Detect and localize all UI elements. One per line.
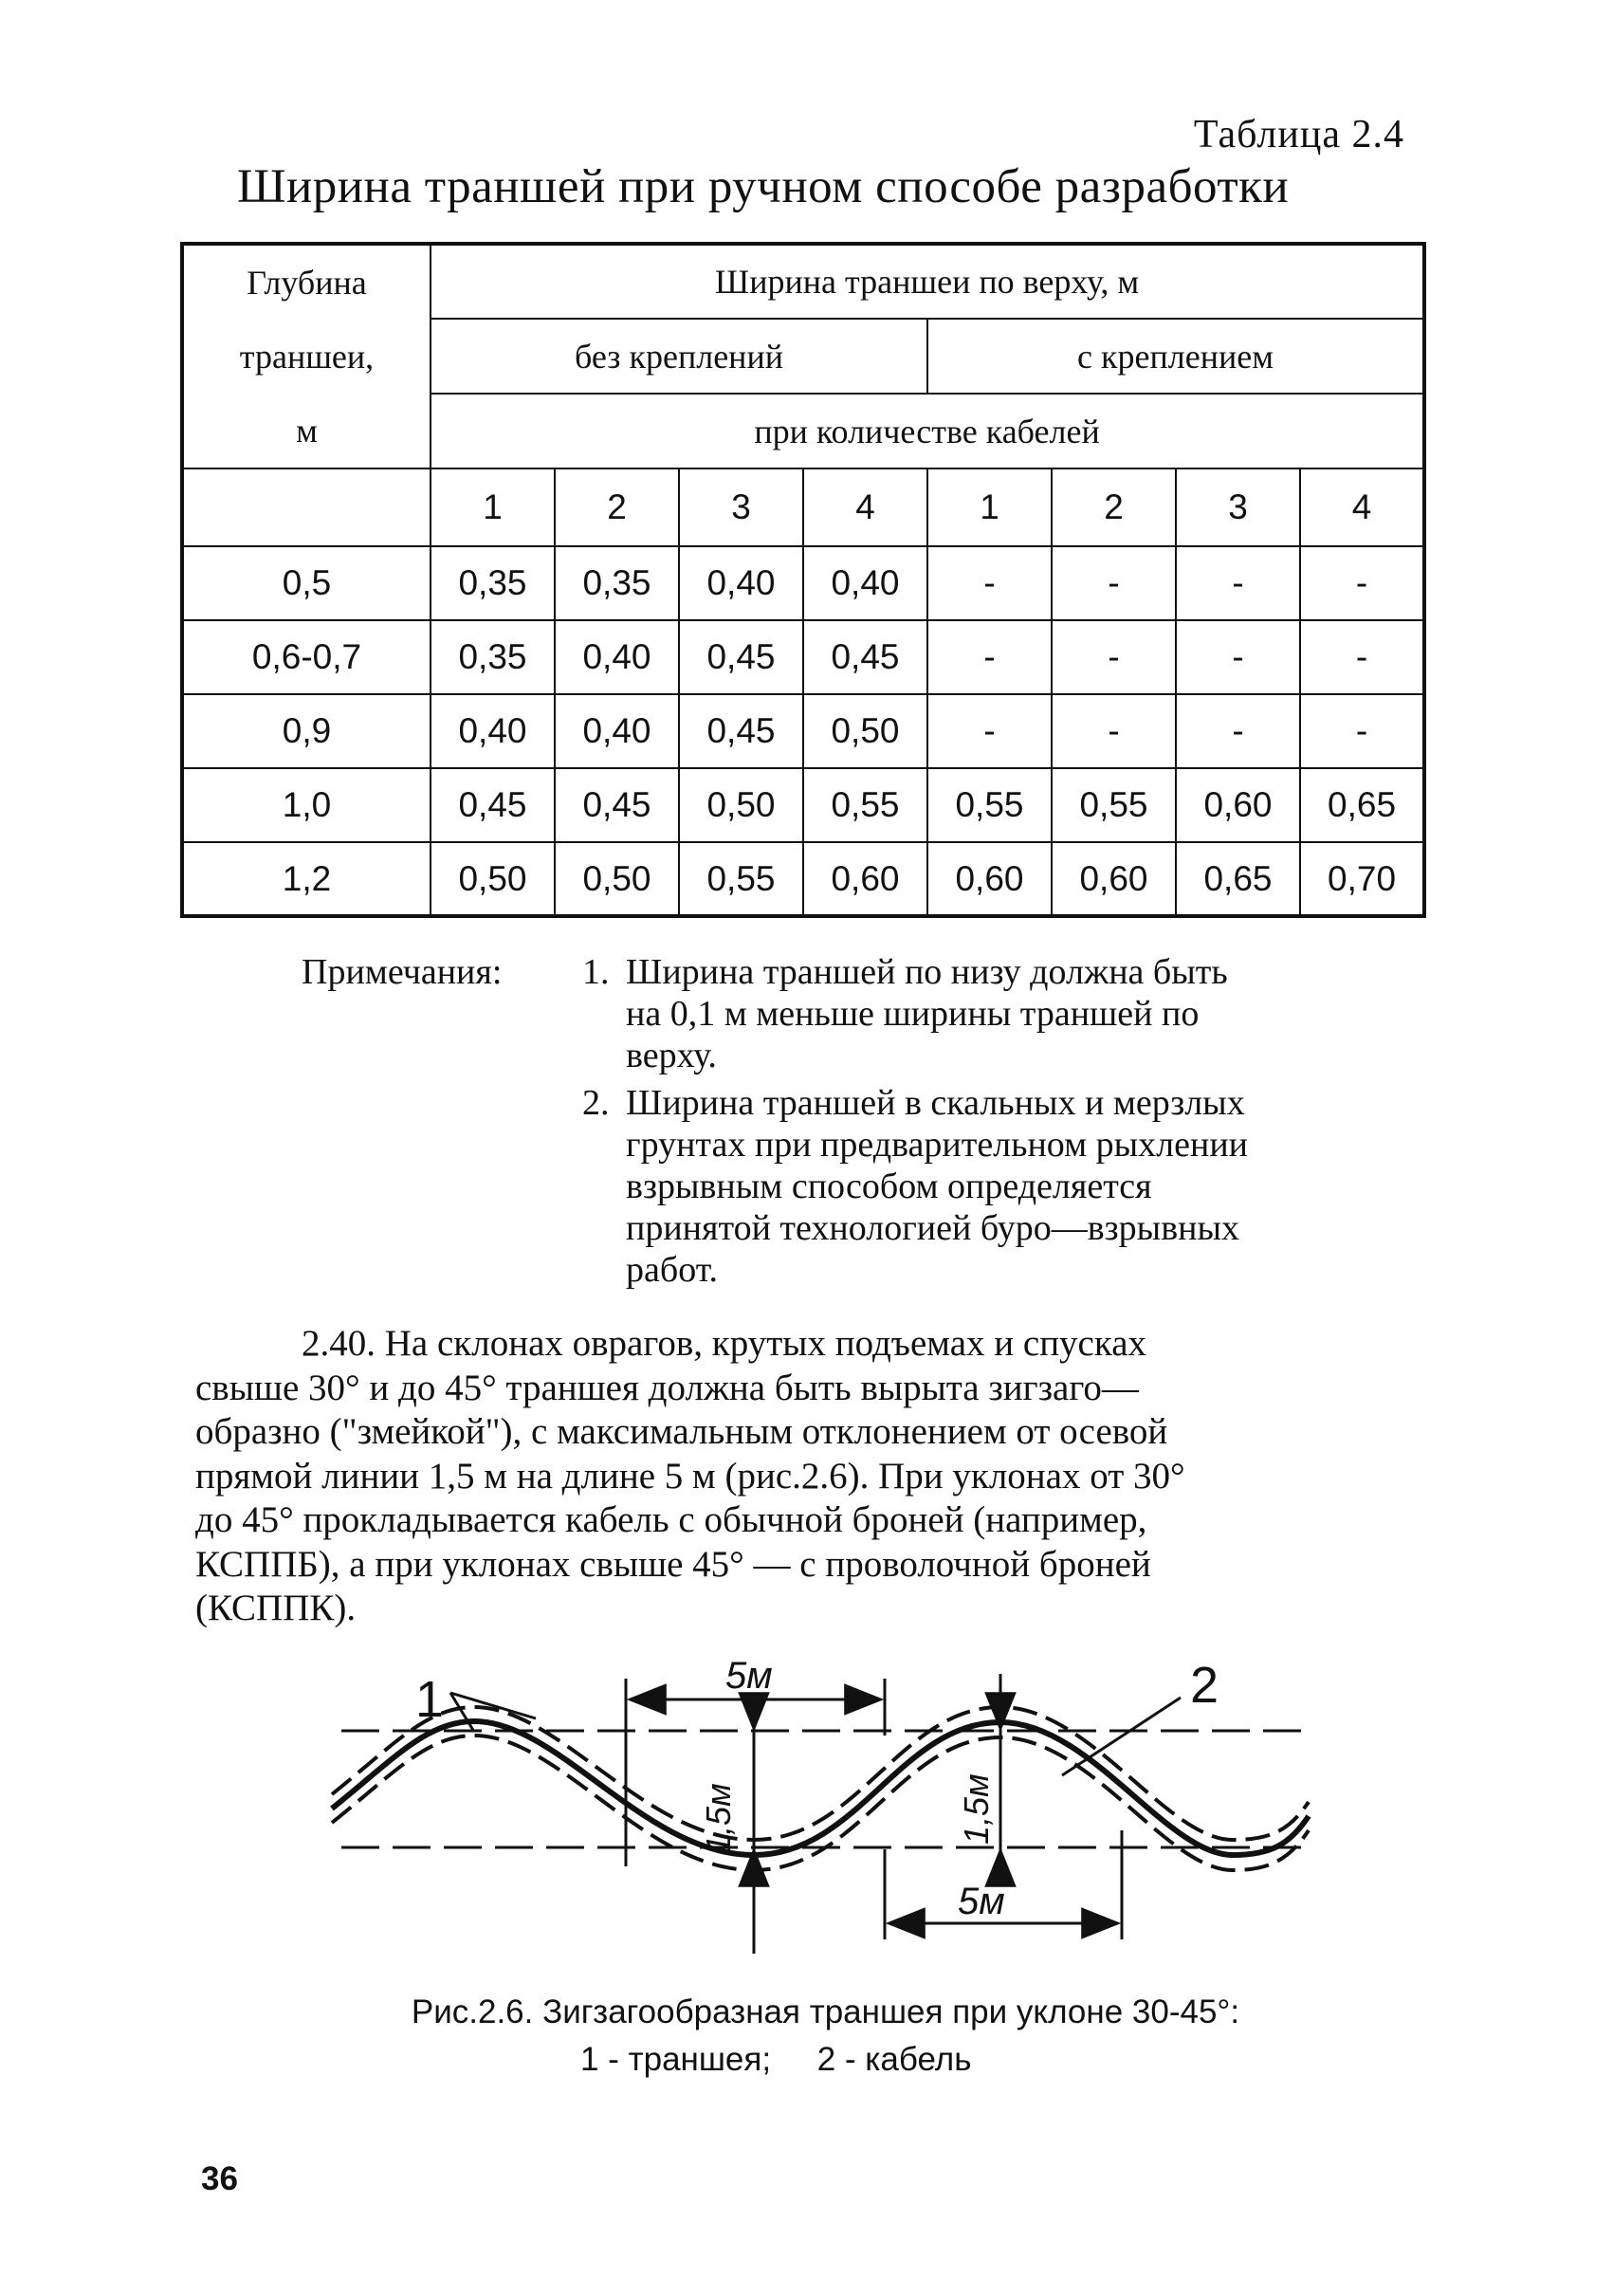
paragraph-line: до 45° прокладывается кабель с обычной броней (например, xyxy=(195,1499,1147,1540)
value-cell: 0,50 xyxy=(803,694,927,768)
value-cell: 0,35 xyxy=(431,620,555,694)
paragraph-line: 2.40. На склонах оврагов, крутых подъемах и спусках xyxy=(302,1323,1147,1364)
depth-cell: 1,0 xyxy=(182,768,431,842)
left-dim-label: 1,5м xyxy=(699,1783,738,1854)
paragraph-line: прямой линии 1,5 м на длине 5 м (рис.2.6). При уклонах от 30° xyxy=(195,1455,1185,1497)
table-title: Ширина траншей при ручном способе разработки xyxy=(237,160,1290,213)
figure-caption: Рис.2.6. Зигзагообразная траншея при уклоне 30-45°: xyxy=(411,1993,1240,2030)
value-cell: 0,55 xyxy=(1052,768,1176,842)
group-without-fastening: без креплений xyxy=(431,319,927,394)
value-cell: 0,65 xyxy=(1176,842,1300,916)
value-cell: - xyxy=(1052,694,1176,768)
value-cell: 0,40 xyxy=(555,620,679,694)
value-cell: - xyxy=(1052,546,1176,620)
depth-header-line-2: траншеи, xyxy=(239,338,375,376)
value-cell: 0,50 xyxy=(555,842,679,916)
value-cell: 0,40 xyxy=(555,694,679,768)
value-cell: 0,55 xyxy=(927,768,1052,842)
value-cell: - xyxy=(927,546,1052,620)
note-line: Ширина траншей в скальных и мерзлых xyxy=(626,1083,1245,1123)
notes-label: Примечания: xyxy=(302,952,503,992)
callout-1-label: 1 xyxy=(415,1671,445,1728)
value-cell: - xyxy=(927,620,1052,694)
cable-count-cell: 2 xyxy=(555,468,679,546)
depth-cell: 0,5 xyxy=(182,546,431,620)
cable-count-cell: 3 xyxy=(679,468,803,546)
value-cell: 0,55 xyxy=(803,768,927,842)
depth-cell: 1,2 xyxy=(182,842,431,916)
value-cell: 0,60 xyxy=(1176,768,1300,842)
depth-cell: 0,9 xyxy=(182,694,431,768)
value-cell: - xyxy=(1300,546,1424,620)
paragraph-line: КСППБ), а при уклонах свыше 45° — с проволочной броней xyxy=(195,1543,1151,1585)
value-cell: 0,35 xyxy=(431,546,555,620)
depth-header-line-1: Глубина xyxy=(247,264,367,302)
figure-legend: 1 - траншея; 2 - кабель xyxy=(580,2041,972,2078)
value-cell: 0,50 xyxy=(679,768,803,842)
cable-count-cell: 1 xyxy=(431,468,555,546)
cable-count-cell: 1 xyxy=(927,468,1052,546)
paragraph-line: (КСППК). xyxy=(195,1588,357,1628)
note-line: верху. xyxy=(626,1036,717,1075)
cable-count-cell: 4 xyxy=(803,468,927,546)
width-header: Ширина траншеи по верху, м xyxy=(431,244,1424,319)
value-cell: 0,45 xyxy=(431,768,555,842)
value-cell: - xyxy=(1176,694,1300,768)
note-line: грунтах при предварительном рыхлении xyxy=(626,1125,1249,1165)
table-number-label: Таблица 2.4 xyxy=(1193,113,1404,156)
note-line: Ширина траншей по низу должна быть xyxy=(626,952,1228,992)
bottom-dim-label: 5м xyxy=(958,1881,1005,1922)
page-number: 36 xyxy=(201,2160,238,2197)
group-with-fastening: с креплением xyxy=(927,319,1424,394)
value-cell: 0,45 xyxy=(679,694,803,768)
value-cell: 0,45 xyxy=(555,768,679,842)
value-cell: 0,40 xyxy=(679,546,803,620)
paragraph-line: свыше 30° и до 45° траншея должна быть вырыта зигзаго— xyxy=(195,1367,1139,1408)
callout-2-label: 2 xyxy=(1190,1657,1219,1714)
value-cell: - xyxy=(1300,620,1424,694)
note-line: на 0,1 м меньше ширины траншей по xyxy=(626,994,1200,1034)
cable-count-cell: 3 xyxy=(1176,468,1300,546)
value-cell: - xyxy=(1176,620,1300,694)
depth-header-line-3: м xyxy=(296,412,318,450)
value-cell: - xyxy=(927,694,1052,768)
value-cell: 0,45 xyxy=(803,620,927,694)
cable-count-cell: 4 xyxy=(1300,468,1424,546)
value-cell: 0,60 xyxy=(803,842,927,916)
right-dim-label: 1,5м xyxy=(957,1773,996,1845)
value-cell: 0,40 xyxy=(431,694,555,768)
note-number: 2. xyxy=(582,1083,610,1123)
value-cell: 0,65 xyxy=(1300,768,1424,842)
value-cell: 0,70 xyxy=(1300,842,1424,916)
paragraph-line: образно ("змейкой"), с максимальным отклонением от осевой xyxy=(195,1411,1168,1452)
note-number: 1. xyxy=(582,952,610,992)
value-cell: - xyxy=(1052,620,1176,694)
note-line: принятой технологией буро—взрывных xyxy=(626,1208,1240,1248)
value-cell: 0,35 xyxy=(555,546,679,620)
cables-count-header: при количестве кабелей xyxy=(431,394,1424,468)
value-cell: 0,55 xyxy=(679,842,803,916)
top-dim-label: 5м xyxy=(725,1655,773,1697)
depth-cell: 0,6-0,7 xyxy=(182,620,431,694)
value-cell: 0,45 xyxy=(679,620,803,694)
value-cell: - xyxy=(1300,694,1424,768)
value-cell: 0,40 xyxy=(803,546,927,620)
note-line: взрывным способом определяется xyxy=(626,1166,1152,1206)
value-cell: 0,60 xyxy=(927,842,1052,916)
value-cell: 0,60 xyxy=(1052,842,1176,916)
value-cell: 0,50 xyxy=(431,842,555,916)
value-cell: - xyxy=(1176,546,1300,620)
cable-count-cell: 2 xyxy=(1052,468,1176,546)
note-line: работ. xyxy=(626,1250,718,1290)
